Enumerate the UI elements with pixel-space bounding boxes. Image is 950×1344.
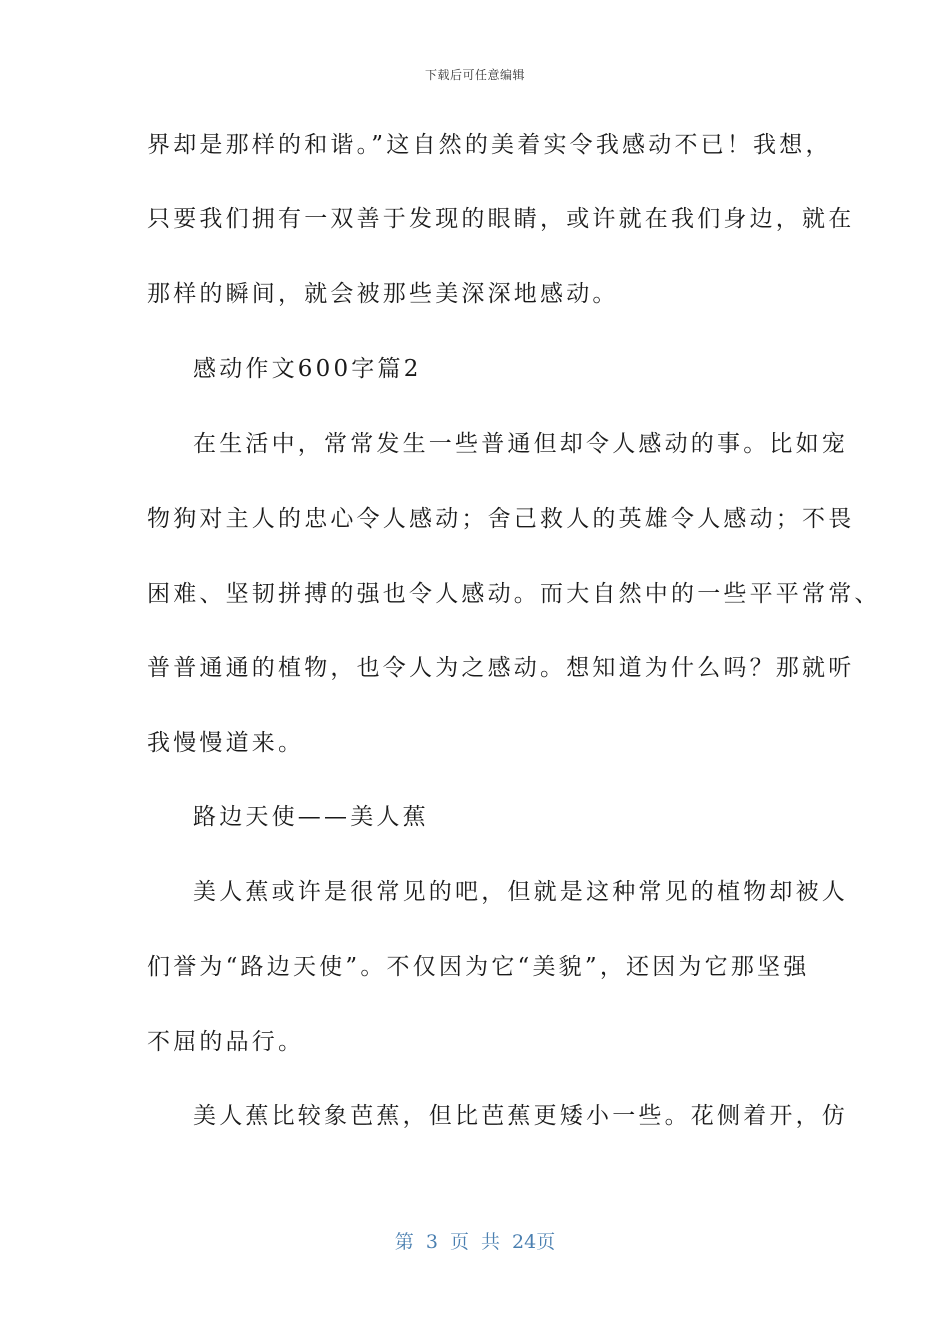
page-header-note: 下载后可任意编辑 — [424, 68, 525, 82]
page-number-footer: 第 3 页 共 24页 — [394, 1231, 556, 1253]
body-line: 美人蕉比较象芭蕉，但比芭蕉更矮小一些。花侧着开，仿 — [193, 1103, 848, 1129]
body-line: 不屈的品行。 — [147, 1029, 305, 1055]
body-line: 困难、坚韧拼搏的强也令人感动。而大自然中的一些平平常常、 — [147, 581, 881, 607]
body-line: 在生活中，常常发生一些普通但却令人感动的事。比如宠 — [193, 431, 848, 457]
body-line: 只要我们拥有一双善于发现的眼睛，或许就在我们身边，就在 — [147, 206, 855, 232]
body-line: 界却是那样的和谐。”这自然的美着实令我感动不已！我想， — [147, 132, 832, 158]
body-line: 那样的瞬间，就会被那些美深深地感动。 — [147, 281, 619, 307]
subsection-heading: 路边天使——美人蕉 — [193, 804, 429, 830]
body-line: 普普通通的植物，也令人为之感动。想知道为什么吗？那就听 — [147, 655, 855, 681]
body-line: 们誉为“路边天使”。不仅因为它“美貌”，还因为它那坚强 — [147, 954, 810, 980]
body-line: 我慢慢道来。 — [147, 730, 305, 756]
body-line: 物狗对主人的忠心令人感动；舍己救人的英雄令人感动；不畏 — [147, 506, 855, 532]
section-heading: 感动作文600字篇2 — [193, 356, 422, 382]
body-line: 美人蕉或许是很常见的吧，但就是这种常见的植物却被人 — [193, 879, 848, 905]
